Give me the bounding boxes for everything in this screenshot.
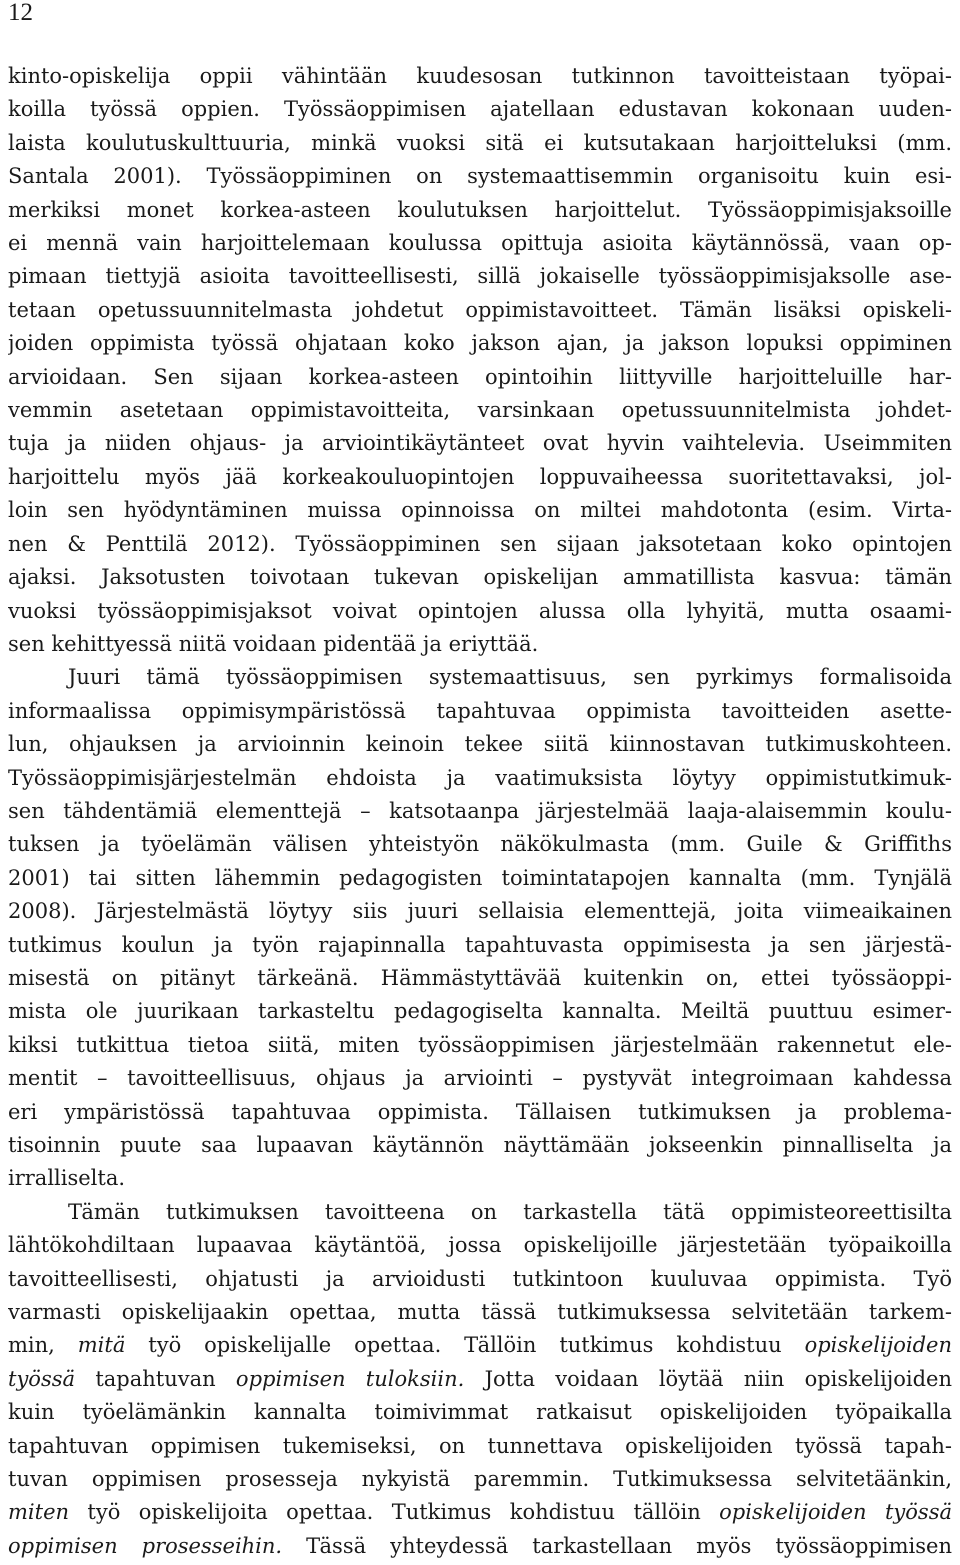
text-line: työssä tapahtuvan oppimisen tuloksiin. Jotta voidaan löytää niin opiskelijoiden (8, 1366, 952, 1391)
text-line: mista ole juurikaan tarkasteltu pedagogiselta kannalta. Meiltä puuttuu esimer- (8, 999, 952, 1024)
text-line: tuja ja niiden ohjaus- ja arviointikäytänteet ovat hyvin vaihtelevia. Useimmiten (8, 431, 952, 456)
text-line: tuvan oppimisen prosesseja nykyistä paremmin. Tutkimuksessa selvitetäänkin, (8, 1467, 952, 1492)
text-line: sen tähdentämiä elementtejä – katsotaanpa järjestelmää laaja-alaisemmin koulu- (8, 798, 952, 823)
text-line: harjoittelu myös jää korkeakouluopintojen loppuvaiheessa suoritettavaksi, jol- (8, 464, 952, 489)
paragraph (8, 661, 952, 1196)
text-line: oppimisen prosesseihin. Tässä yhteydessä tarkastellaan myös työssäoppimisen (8, 1533, 952, 1558)
text-line: misestä on pitänyt tärkeänä. Hämmästyttävää kuitenkin on, ettei työssäoppi- (8, 965, 952, 990)
text-line: miten työ opiskelijoita opettaa. Tutkimus kohdistuu tällöin opiskelijoiden työssä (8, 1500, 952, 1525)
text-line: joiden oppimista työssä ohjataan koko jakson ajan, ja jakson lopuksi oppiminen (8, 331, 952, 356)
text-line: Työssäoppimisjärjestelmän ehdoista ja vaatimuksista löytyy oppimistutkimuk- (8, 765, 952, 790)
text-line: lun, ohjauksen ja arvioinnin keinoin tekee siitä kiinnostavan tutkimuskohteen. (8, 732, 952, 757)
text-line: Santala 2001). Työssäoppiminen on systemaattisemmin organisoitu kuin esi- (8, 164, 952, 189)
page-number: 12 (8, 0, 33, 26)
text-line: nen & Penttilä 2012). Työssäoppiminen sen sijaan jaksotetaan koko opintojen (8, 531, 952, 556)
text-line: loin sen hyödyntäminen muissa opinnoissa on miltei mahdotonta (esim. Virta- (8, 498, 952, 523)
text-line: tisoinnin puute saa lupaavan käytännön näyttämään jokseenkin pinnalliselta ja (8, 1133, 952, 1157)
text-line: kuin työelämänkin kannalta toimivimmat ratkaisut opiskelijoiden työpaikalla (8, 1400, 952, 1425)
text-line: Juuri tämä työssäoppimisen systemaattisuus, sen pyrkimys formalisoida (68, 665, 952, 690)
text-line: mentit – tavoitteellisuus, ohjaus ja arviointi – pystyvät integroimaan kahdessa (8, 1066, 952, 1091)
text-line: tuksen ja työelämän välisen yhteistyön näkökulmasta (mm. Guile & Griffiths (8, 832, 952, 857)
text-line: tavoitteellisesti, ohjatusti ja arvioidusti tutkintoon kuuluvaa oppimista. Työ (8, 1266, 952, 1291)
text-line: laista koulutuskulttuuria, minkä vuoksi sitä ei kutsutakaan harjoitteluksi (mm. (8, 130, 952, 155)
text-line: varmasti opiskelijaakin opettaa, mutta tässä tutkimuksessa selvitetään tarkem- (8, 1300, 952, 1325)
text-line: arvioidaan. Sen sijaan korkea-asteen opintoihin liittyville harjoitteluille har- (8, 364, 952, 389)
text-line: koilla työssä oppien. Työssäoppimisen ajatellaan edustavan kokonaan uuden- (8, 97, 952, 122)
text-line: 2001) tai sitten lähemmin pedagogisten toimintatapojen kannalta (mm. Tynjälä (8, 865, 952, 890)
paragraph (8, 60, 952, 661)
text-line: vuoksi työssäoppimisjaksot voivat opintojen alussa olla lyhyitä, mutta osaami- (8, 598, 952, 623)
text-line: 2008). Järjestelmästä löytyy siis juuri sellaisia elementtejä, joita viimeaikainen (8, 899, 952, 924)
text-line: vemmin asetetaan oppimistavoitteita, varsinkaan opetussuunnitelmista johdet- (8, 398, 952, 423)
text-line: eri ympäristössä tapahtuvaa oppimista. Tällaisen tutkimuksen ja problema- (8, 1099, 952, 1124)
text-line: irralliselta. (8, 1166, 126, 1191)
text-line: kiksi tutkittua tietoa siitä, miten työssäoppimisen järjestelmään rakennetut ele- (8, 1032, 952, 1057)
body-text (8, 60, 952, 1563)
paragraph (8, 1196, 952, 1563)
text-line: lähtökohdiltaan lupaavaa käytäntöä, jossa opiskelijoille järjestetään työpaikoilla (8, 1233, 952, 1258)
text-line: Tämän tutkimuksen tavoitteena on tarkastella tätä oppimisteoreettisilta (68, 1199, 952, 1224)
text-line: informaalissa oppimisympäristössä tapahtuvaa oppimista tavoitteiden asette- (8, 698, 952, 723)
text-line: tutkimus koulun ja työn rajapinnalla tapahtuvasta oppimisesta ja sen järjestä- (8, 932, 952, 957)
text-line: min, mitä työ opiskelijalle opettaa. Tällöin tutkimus kohdistuu opiskelijoiden (8, 1333, 952, 1358)
text-line: ajaksi. Jaksotusten toivotaan tukevan opiskelijan ammatillista kasvua: tämän (8, 565, 952, 590)
text-line: sen kehittyessä niitä voidaan pidentää ja eriyttää. (8, 631, 539, 656)
text-line: pimaan tiettyjä asioita tavoitteellisesti, sillä jokaiselle työssäoppimisjaksolle ase- (8, 264, 952, 289)
text-line: ei mennä vain harjoittelemaan koulussa opittuja asioita käytännössä, vaan op- (8, 231, 952, 256)
text-line: merkiksi monet korkea-asteen koulutuksen harjoittelut. Työssäoppimisjaksoille (8, 197, 952, 222)
text-line: kinto-opiskelija oppii vähintään kuudesosan tutkinnon tavoitteistaan työpai- (8, 64, 952, 88)
text-line: tapahtuvan oppimisen tukemiseksi, on tunnettava opiskelijoiden työssä tapah- (8, 1433, 952, 1458)
text-line: tetaan opetussuunnitelmasta johdetut oppimistavoitteet. Tämän lisäksi opiskeli- (8, 297, 952, 322)
